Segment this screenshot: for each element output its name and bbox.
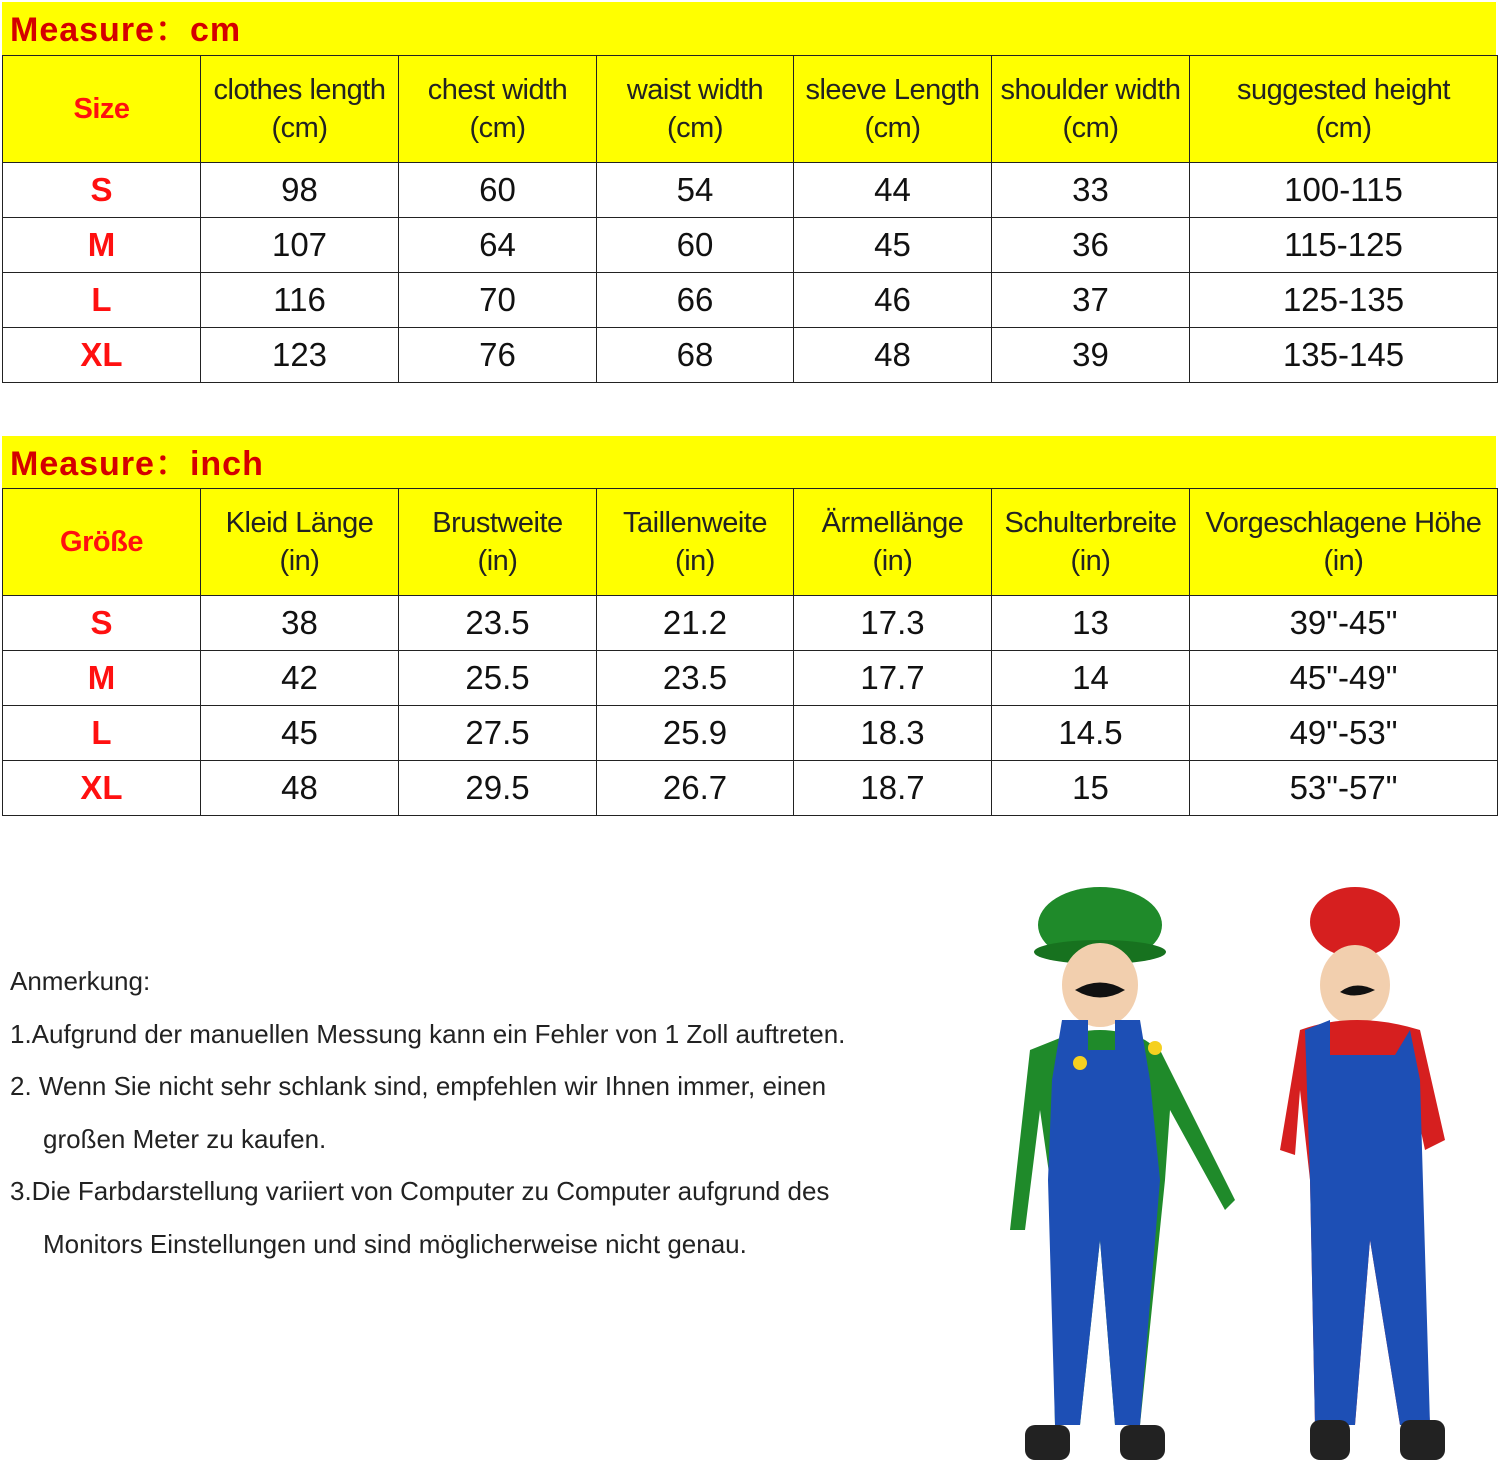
- header-line: (cm): [469, 112, 526, 144]
- column-header: [992, 489, 1190, 596]
- value-cell: 14: [992, 651, 1190, 706]
- value-cell: 116: [201, 273, 399, 328]
- column-header: [597, 489, 794, 596]
- size-cell: L: [3, 706, 201, 761]
- size-cell: L: [3, 273, 201, 328]
- value-cell: 100-115: [1190, 163, 1498, 218]
- value-cell: 64: [399, 218, 597, 273]
- value-cell: 29.5: [399, 761, 597, 816]
- note-3: 3.Die Farbdarstellung variiert von Computer zu Computer aufgrund des: [10, 1176, 830, 1206]
- value-cell: 44: [794, 163, 992, 218]
- header-line: (in): [279, 545, 320, 577]
- value-cell: 125-135: [1190, 273, 1498, 328]
- column-header: [201, 489, 399, 596]
- header-line: (cm): [1315, 112, 1372, 144]
- value-cell: 37: [992, 273, 1190, 328]
- value-cell: 25.9: [597, 706, 794, 761]
- value-cell: 60: [597, 218, 794, 273]
- notes-heading: Anmerkung:: [10, 966, 151, 996]
- value-cell: 38: [201, 596, 399, 651]
- header-line: Kleid Länge: [225, 507, 374, 539]
- value-cell: 48: [794, 328, 992, 383]
- header-line: Size: [73, 93, 130, 125]
- value-cell: 123: [201, 328, 399, 383]
- green-costume-child: [1010, 887, 1235, 1460]
- column-header: [399, 56, 597, 163]
- column-header: [794, 489, 992, 596]
- size-table-inch: [2, 488, 1498, 816]
- value-cell: 23.5: [399, 596, 597, 651]
- header-line: Vorgeschlagene Höhe: [1205, 507, 1482, 539]
- value-cell: 107: [201, 218, 399, 273]
- value-cell: 21.2: [597, 596, 794, 651]
- header-row: [3, 489, 1498, 596]
- table-row: [3, 651, 1498, 706]
- value-cell: 46: [794, 273, 992, 328]
- value-cell: 13: [992, 596, 1190, 651]
- value-cell: 45: [794, 218, 992, 273]
- header-line: Brustweite: [432, 507, 563, 539]
- header-line: clothes length: [213, 74, 386, 106]
- size-cell: S: [3, 163, 201, 218]
- costume-photo: [1000, 880, 1470, 1475]
- header-line: Schulterbreite: [1004, 507, 1177, 539]
- header-line: Ärmellänge: [821, 507, 964, 539]
- size-cell: M: [3, 218, 201, 273]
- table-row: [3, 328, 1498, 383]
- table-row: [3, 273, 1498, 328]
- table-row: [3, 218, 1498, 273]
- column-header: [597, 56, 794, 163]
- header-line: Größe: [60, 526, 143, 558]
- header-line: (in): [477, 545, 518, 577]
- column-header: [3, 489, 201, 596]
- notes: [10, 955, 845, 1270]
- value-cell: 48: [201, 761, 399, 816]
- value-cell: 27.5: [399, 706, 597, 761]
- value-cell: 14.5: [992, 706, 1190, 761]
- header-row: [3, 56, 1498, 163]
- value-cell: 98: [201, 163, 399, 218]
- value-cell: 17.7: [794, 651, 992, 706]
- inch-table-title: Measure：inch: [2, 436, 1496, 488]
- value-cell: 66: [597, 273, 794, 328]
- table-row: [3, 596, 1498, 651]
- value-cell: 70: [399, 273, 597, 328]
- note-2-cont: großen Meter zu kaufen.: [43, 1123, 327, 1154]
- value-cell: 53"-57": [1190, 761, 1498, 816]
- header-line: (cm): [1062, 112, 1119, 144]
- header-line: waist width: [626, 74, 764, 106]
- size-cell: M: [3, 651, 201, 706]
- value-cell: 115-125: [1190, 218, 1498, 273]
- value-cell: 15: [992, 761, 1190, 816]
- value-cell: 39"-45": [1190, 596, 1498, 651]
- table-row: [3, 163, 1498, 218]
- value-cell: 39: [992, 328, 1190, 383]
- value-cell: 76: [399, 328, 597, 383]
- table-row: [3, 761, 1498, 816]
- value-cell: 18.3: [794, 706, 992, 761]
- cm-table-title: Measure：cm: [2, 2, 1496, 55]
- value-cell: 18.7: [794, 761, 992, 816]
- value-cell: 68: [597, 328, 794, 383]
- header-line: sleeve Length: [805, 74, 980, 106]
- header-line: chest width: [427, 74, 568, 106]
- header-line: (in): [675, 545, 715, 577]
- column-header: [3, 56, 201, 163]
- value-cell: 23.5: [597, 651, 794, 706]
- header-line: (in): [872, 545, 913, 577]
- header-line: (in): [1070, 545, 1111, 577]
- value-cell: 36: [992, 218, 1190, 273]
- note-3-cont: Monitors Einstellungen und sind möglicherweise nicht genau.: [43, 1228, 747, 1259]
- value-cell: 49"-53": [1190, 706, 1498, 761]
- value-cell: 54: [597, 163, 794, 218]
- value-cell: 25.5: [399, 651, 597, 706]
- header-line: shoulder width: [1000, 74, 1181, 106]
- column-header: [399, 489, 597, 596]
- size-cell: XL: [3, 761, 201, 816]
- value-cell: 17.3: [794, 596, 992, 651]
- red-costume-child: [1280, 887, 1445, 1460]
- note-1: 1.Aufgrund der manuellen Messung kann ein Fehler von 1 Zoll auftreten.: [10, 1018, 846, 1049]
- value-cell: 42: [201, 651, 399, 706]
- column-header: [992, 56, 1190, 163]
- column-header: [1190, 56, 1498, 163]
- size-cell: S: [3, 596, 201, 651]
- table-row: [3, 706, 1498, 761]
- header-line: (cm): [667, 112, 723, 144]
- column-header: [1190, 489, 1498, 596]
- header-line: (in): [1323, 545, 1364, 577]
- header-line: suggested height: [1237, 74, 1450, 106]
- column-header: [794, 56, 992, 163]
- value-cell: 45: [201, 706, 399, 761]
- value-cell: 135-145: [1190, 328, 1498, 383]
- size-table-cm: [2, 55, 1498, 383]
- note-2: 2. Wenn Sie nicht sehr schlank sind, empfehlen wir Ihnen immer, einen: [10, 1071, 827, 1101]
- value-cell: 26.7: [597, 761, 794, 816]
- value-cell: 45"-49": [1190, 651, 1498, 706]
- header-line: Taillenweite: [623, 507, 767, 539]
- header-line: (cm): [271, 112, 328, 144]
- value-cell: 33: [992, 163, 1190, 218]
- value-cell: 60: [399, 163, 597, 218]
- size-cell: XL: [3, 328, 201, 383]
- header-line: (cm): [864, 112, 921, 144]
- column-header: [201, 56, 399, 163]
